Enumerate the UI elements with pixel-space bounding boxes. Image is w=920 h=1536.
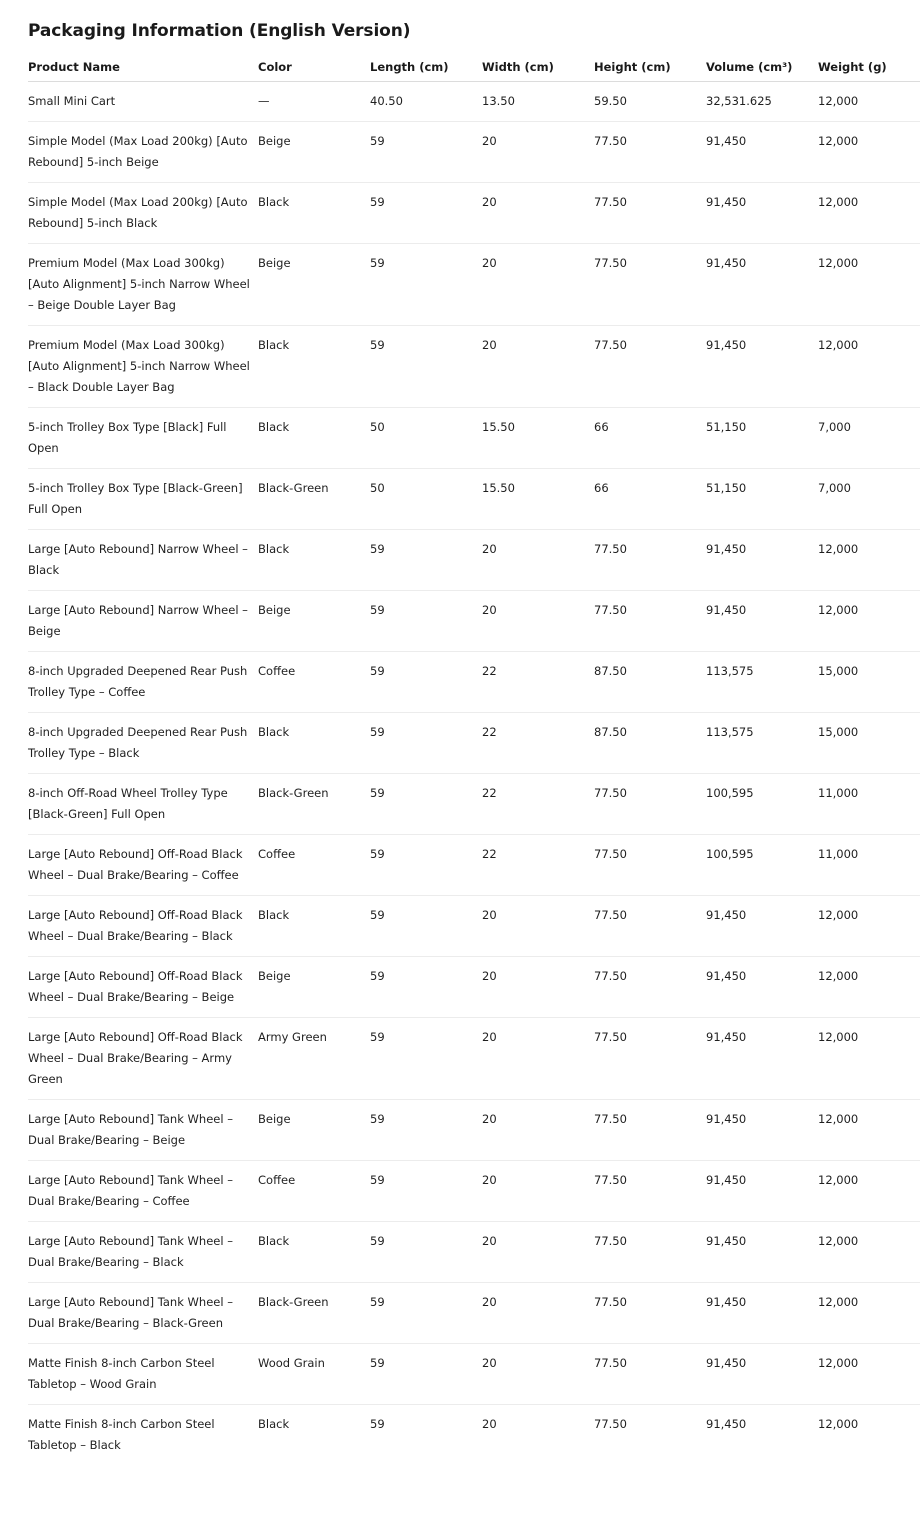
cell-height: 77.50: [594, 835, 706, 896]
cell-weight: 12,000: [818, 1417, 859, 1431]
cell-length: 50: [370, 469, 482, 530]
cell-volume: 91,450: [706, 896, 818, 957]
cell-product-name: Premium Model (Max Load 300kg) [Auto Alignment] 5-inch Narrow Wheel – Beige Double Layer Bag: [28, 244, 258, 326]
table-row: [28, 774, 920, 835]
cell-weight: 12,000: [818, 530, 920, 591]
cell-color: Beige: [258, 957, 370, 1018]
table-row: [28, 1161, 920, 1222]
cell-width: 22: [482, 774, 594, 835]
cell-volume: 91,450: [706, 957, 818, 1018]
cell-length: 59: [370, 1161, 482, 1222]
cell-width: 20: [482, 326, 594, 408]
table-row: [28, 183, 920, 244]
cell-length: 59: [370, 530, 482, 591]
cell-weight: 12,000: [818, 122, 920, 183]
table-row: [28, 957, 920, 1018]
cell-product-name: Simple Model (Max Load 200kg) [Auto Rebound] 5-inch Beige: [28, 122, 258, 183]
cell-color: Coffee: [258, 835, 370, 896]
cell-height: 77.50: [594, 896, 706, 957]
cell-volume: 91,450: [706, 183, 818, 244]
cell-product-name: Large [Auto Rebound] Narrow Wheel – Beige: [28, 591, 258, 652]
cell-width: 20: [482, 530, 594, 591]
table-header-row: [28, 53, 920, 82]
cell-product-name: Large [Auto Rebound] Off-Road Black Wheel – Dual Brake/Bearing – Coffee: [28, 835, 258, 896]
cell-volume: 113,575: [706, 713, 818, 774]
cell-weight: 7,000: [818, 408, 920, 469]
cell-weight: 11,000: [818, 835, 920, 896]
cell-product-name: Matte Finish 8-inch Carbon Steel Tabletop – Wood Grain: [28, 1344, 258, 1405]
cell-color: Black: [258, 183, 370, 244]
cell-length: 59: [370, 957, 482, 1018]
cell-weight: 12,000: [818, 957, 920, 1018]
cell-width: 20: [482, 1283, 594, 1344]
cell-length: 59: [370, 183, 482, 244]
cell-color: Black: [258, 530, 370, 591]
cell-width: 20: [482, 896, 594, 957]
cell-length: 59: [370, 326, 482, 408]
cell-weight: 12,000: [818, 1161, 920, 1222]
cell-color: Coffee: [258, 652, 370, 713]
cell-color: Army Green: [258, 1018, 370, 1100]
cell-height: 77.50: [594, 957, 706, 1018]
cell-volume: 32,531.625: [706, 82, 818, 122]
cell-width: 15.50: [482, 469, 594, 530]
cell-width: 13.50: [482, 82, 594, 122]
table-row: [28, 326, 920, 408]
cell-color: Wood Grain: [258, 1344, 370, 1405]
cell-product-name: 5-inch Trolley Box Type [Black] Full Open: [28, 408, 258, 469]
cell-height: 87.50: [594, 652, 706, 713]
cell-product-name: 8-inch Upgraded Deepened Rear Push Trolley Type – Coffee: [28, 652, 258, 713]
cell-weight: 11,000: [818, 774, 920, 835]
cell-height: 77.50: [594, 591, 706, 652]
cell-product-name: Large [Auto Rebound] Off-Road Black Wheel – Dual Brake/Bearing – Black: [28, 896, 258, 957]
cell-height: 77.50: [594, 183, 706, 244]
header-width: Width (cm): [482, 53, 594, 82]
cell-product-name: Large [Auto Rebound] Off-Road Black Wheel – Dual Brake/Bearing – Beige: [28, 957, 258, 1018]
table-row: [28, 835, 920, 896]
table-row: [28, 1018, 920, 1100]
table-row: [28, 652, 920, 713]
cell-height: 77.50: [594, 530, 706, 591]
cell-weight: 15,000: [818, 713, 920, 774]
cell-weight: 12,000: [818, 1283, 920, 1344]
cell-height: 66: [594, 408, 706, 469]
cell-width: 22: [482, 652, 594, 713]
cell-length: 59: [370, 713, 482, 774]
cell-weight: 12,000: [818, 1018, 920, 1100]
cell-height: 77.50: [594, 1161, 706, 1222]
cell-volume: 91,450: [706, 1161, 818, 1222]
cell-weight: 12,000: [818, 1344, 920, 1405]
cell-product-name: 8-inch Upgraded Deepened Rear Push Trolley Type – Black: [28, 713, 258, 774]
cell-weight: 12,000: [818, 326, 920, 408]
page-title: Packaging Information (English Version): [28, 21, 411, 41]
cell-height: 77.50: [594, 244, 706, 326]
cell-width: 22: [482, 835, 594, 896]
cell-color: Coffee: [258, 1161, 370, 1222]
cell-volume: 51,150: [706, 408, 818, 469]
cell-color: Black: [258, 896, 370, 957]
cell-weight: 12,000: [818, 183, 920, 244]
header-product-name: Product Name: [28, 53, 258, 82]
header-volume: Volume (cm³): [706, 53, 818, 82]
cell-volume: 91,450: [706, 591, 818, 652]
cell-width: 20: [482, 1100, 594, 1161]
table-body: [28, 82, 920, 1466]
table-row: [28, 591, 920, 652]
cell-volume: 51,150: [706, 469, 818, 530]
cell-width: 20: [482, 1018, 594, 1100]
cell-length: 40.50: [370, 82, 482, 122]
cell-product-name: Large [Auto Rebound] Off-Road Black Wheel – Dual Brake/Bearing – Army Green: [28, 1018, 258, 1100]
cell-weight: 12,000: [818, 1100, 920, 1161]
cell-volume: 100,595: [706, 774, 818, 835]
cell-width: 15.50: [482, 408, 594, 469]
table-row: [28, 1100, 920, 1161]
table-row: [28, 1405, 920, 1466]
cell-height: 77.50: [594, 1283, 706, 1344]
cell-color: Black: [258, 1417, 290, 1431]
table-row: [28, 244, 920, 326]
table-row: [28, 122, 920, 183]
table-row: [28, 1222, 920, 1283]
table-row: [28, 469, 920, 530]
cell-color: Beige: [258, 244, 370, 326]
cell-volume: 91,450: [706, 1283, 818, 1344]
cell-width: 22: [482, 713, 594, 774]
cell-volume: 91,450: [706, 1222, 818, 1283]
cell-height: 77.50: [594, 774, 706, 835]
cell-weight: 7,000: [818, 469, 920, 530]
cell-color: Beige: [258, 1100, 370, 1161]
cell-length: 59: [370, 1283, 482, 1344]
cell-length: 59: [370, 1100, 482, 1161]
cell-width: 20: [482, 1161, 594, 1222]
cell-product-name: Simple Model (Max Load 200kg) [Auto Rebound] 5-inch Black: [28, 183, 258, 244]
cell-width: 20: [482, 1344, 594, 1405]
cell-color: Black-Green: [258, 469, 370, 530]
cell-width: 20: [482, 957, 594, 1018]
cell-length: 59: [370, 774, 482, 835]
cell-color: Beige: [258, 122, 370, 183]
cell-volume: 91,450: [706, 1344, 818, 1405]
cell-weight: 12,000: [818, 591, 920, 652]
header-weight: Weight (g): [818, 53, 920, 82]
cell-weight: 12,000: [818, 244, 920, 326]
cell-height: 77.50: [594, 1344, 706, 1405]
cell-width: 20: [482, 244, 594, 326]
cell-width: 20: [482, 1417, 497, 1431]
cell-height: 77.50: [594, 1417, 627, 1431]
cell-volume: 91,450: [706, 530, 818, 591]
cell-height: 66: [594, 469, 706, 530]
cell-height: 59.50: [594, 82, 706, 122]
cell-product-name: Small Mini Cart: [28, 82, 258, 122]
cell-product-name: 5-inch Trolley Box Type [Black-Green] Full Open: [28, 469, 258, 530]
header-height: Height (cm): [594, 53, 706, 82]
cell-product-name: 8-inch Off-Road Wheel Trolley Type [Black-Green] Full Open: [28, 774, 258, 835]
cell-color: Black-Green: [258, 774, 370, 835]
table-row: [28, 408, 920, 469]
cell-volume: 113,575: [706, 652, 818, 713]
cell-length: 59: [370, 244, 482, 326]
table-row: [28, 1344, 920, 1405]
cell-volume: 91,450: [706, 1417, 747, 1431]
cell-color: Black: [258, 408, 370, 469]
cell-height: 77.50: [594, 1018, 706, 1100]
cell-length: 59: [370, 652, 482, 713]
cell-length: 59: [370, 1344, 482, 1405]
cell-volume: 91,450: [706, 1018, 818, 1100]
cell-color: Black-Green: [258, 1283, 370, 1344]
packaging-table: [28, 53, 920, 1465]
cell-product-name: Large [Auto Rebound] Tank Wheel – Dual Brake/Bearing – Black: [28, 1222, 258, 1283]
table-row: [28, 530, 920, 591]
cell-length: 59: [370, 835, 482, 896]
cell-width: 20: [482, 1222, 594, 1283]
cell-weight: 12,000: [818, 82, 920, 122]
cell-weight: 12,000: [818, 1222, 920, 1283]
cell-height: 77.50: [594, 122, 706, 183]
cell-height: 77.50: [594, 1100, 706, 1161]
cell-color: Black: [258, 1222, 370, 1283]
cell-height: 77.50: [594, 1222, 706, 1283]
header-color: Color: [258, 53, 370, 82]
cell-color: Beige: [258, 591, 370, 652]
cell-length: 59: [370, 591, 482, 652]
cell-color: —: [258, 82, 370, 122]
cell-color: Black: [258, 713, 370, 774]
cell-product-name: Premium Model (Max Load 300kg) [Auto Alignment] 5-inch Narrow Wheel – Black Double Layer Bag: [28, 326, 258, 408]
cell-product-name: Large [Auto Rebound] Tank Wheel – Dual Brake/Bearing – Beige: [28, 1100, 258, 1161]
cell-length: 59: [370, 1417, 385, 1431]
cell-volume: 100,595: [706, 835, 818, 896]
cell-volume: 91,450: [706, 244, 818, 326]
cell-volume: 91,450: [706, 122, 818, 183]
cell-length: 59: [370, 896, 482, 957]
table-row: [28, 1283, 920, 1344]
cell-height: 77.50: [594, 326, 706, 408]
cell-volume: 91,450: [706, 1100, 818, 1161]
cell-width: 20: [482, 122, 594, 183]
table-row: [28, 82, 920, 122]
cell-product-name: Large [Auto Rebound] Tank Wheel – Dual Brake/Bearing – Coffee: [28, 1161, 258, 1222]
cell-volume: 91,450: [706, 326, 818, 408]
cell-width: 20: [482, 591, 594, 652]
header-length: Length (cm): [370, 53, 482, 82]
cell-length: 50: [370, 408, 482, 469]
cell-weight: 15,000: [818, 652, 920, 713]
cell-color: Black: [258, 326, 370, 408]
cell-width: 20: [482, 183, 594, 244]
cell-product-name: Large [Auto Rebound] Tank Wheel – Dual Brake/Bearing – Black-Green: [28, 1283, 258, 1344]
cell-product-name: Large [Auto Rebound] Narrow Wheel – Black: [28, 530, 258, 591]
cell-length: 59: [370, 1018, 482, 1100]
cell-height: 87.50: [594, 713, 706, 774]
cell-weight: 12,000: [818, 896, 920, 957]
cell-length: 59: [370, 122, 482, 183]
table-row: [28, 713, 920, 774]
table-row: [28, 896, 920, 957]
cell-product-name: Matte Finish 8-inch Carbon Steel Tabletop – Black: [28, 1417, 215, 1452]
cell-length: 59: [370, 1222, 482, 1283]
